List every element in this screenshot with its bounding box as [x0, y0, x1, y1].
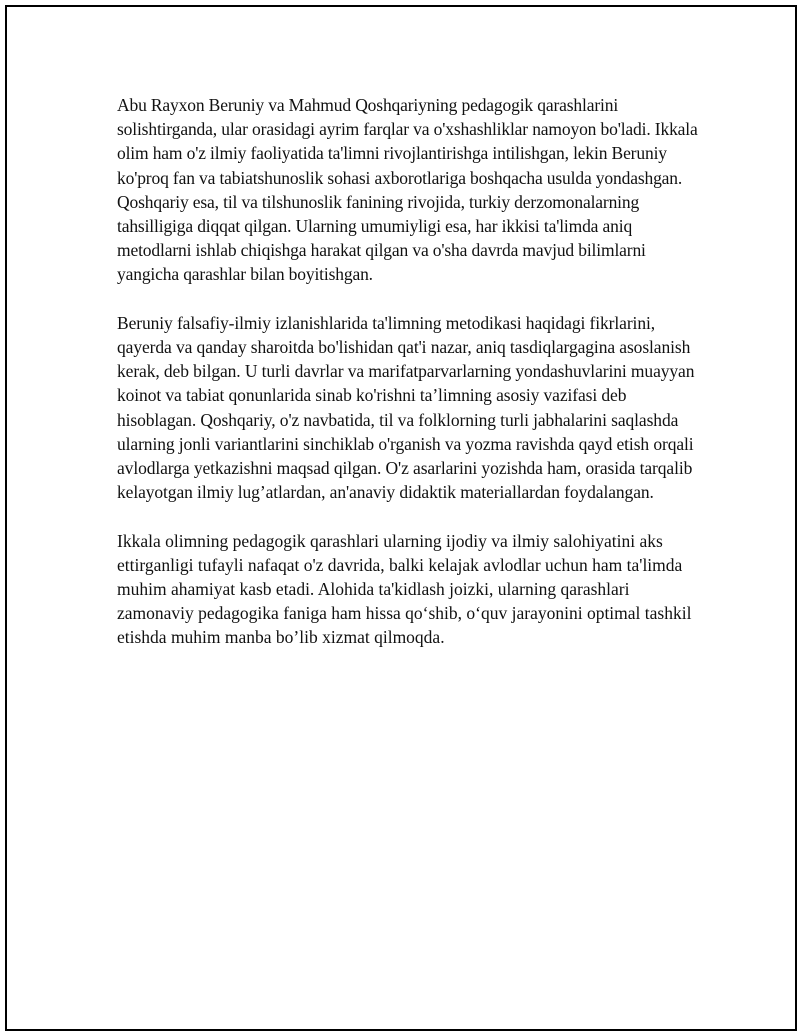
paragraph-1: Abu Rayxon Beruniy va Mahmud Qoshqariyning pedagogik qarashlarini solishtirganda, ular orasidagi ayrim farqlar va o'xshashliklar namoyon bo'ladi. Ikkala olim ham o'z ilmiy faoliyatida ta'limni rivojlantirishga intilishgan, lekin Beruniy ko'proq fan va tabiatshunoslik sohasi axborotlariga boshqacha usulda yondashgan. Qoshqariy esa, til va tilshunoslik fanining rivojida, turkiy derzomonalarning tahsilligiga diqqat qilgan. Ularning umumiyligi esa, har ikkisi ta'limda aniq metodlarni ishlab chiqishga harakat qilgan va o'sha davrda mavjud bilimlarni yangicha qarashlar bilan boyitishgan. — [117, 95, 698, 285]
paragraph-2: Beruniy falsafiy-ilmiy izlanishlarida ta'limning metodikasi haqidagi fikrlarini, qayerda va qanday sharoitda bo'lishidan qat'i nazar, aniq tasdiqlargagina asoslanish kerak, deb bilgan. U turli davrlar va marifatparvarlarning yondashuvlarini muayyan koinot va tabiat qonunlarida sinab ko'rishni ta’limning asosiy vazifasi deb hisoblagan. Qoshqariy, o'z navbatida, til va folklorning turli jabhalarini saqlashda ularning jonli variantlarini sinchiklab o'rganish va yozma ravishda qayd etish orqali avlodlarga yetkazishni maqsad qilgan. O'z asarlarini yozishda ham, orasida tarqalib kelayotgan ilmiy lug’atlardan, an'anaviy didaktik materiallardan foydalangan. — [117, 312, 695, 503]
document-body — [117, 93, 707, 674]
paragraph-3: Ikkala olimning pedagogik qarashlari ularning ijodiy va ilmiy salohiyatini aks ettirganligi tufayli nafaqat o'z davrida, balki kelajak avlodlar uchun ham ta'limda muhim ahamiyat kasb etadi. Alohida ta'kidlash joizki, ularning qarashlari zamonaviy pedagogika faniga ham hissa qo‘shib, o‘quv jarayonini optimal tashkil etishda muhim manba bo’lib xizmat qilmoqda. — [117, 530, 692, 648]
